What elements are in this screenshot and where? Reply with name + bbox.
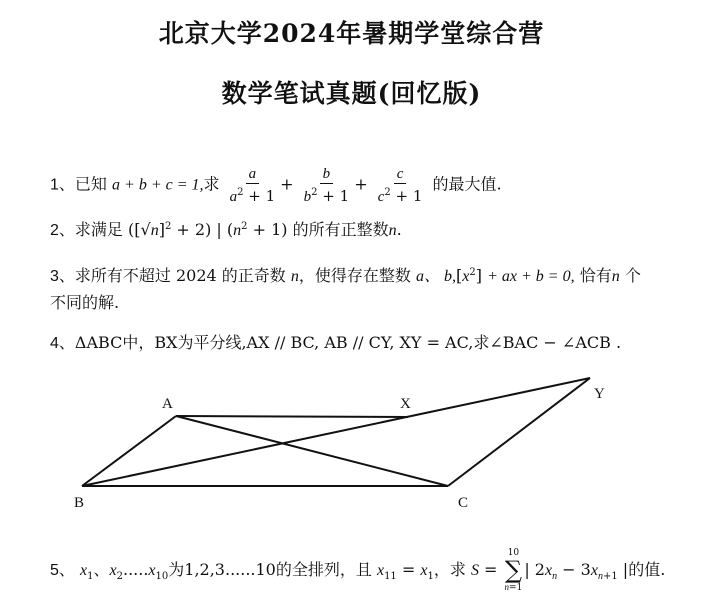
page-title: 北京大学2024年暑期学堂综合营 xyxy=(158,19,545,48)
problem-3: 3、求所有不超过 2024 的正奇数 n，使得存在整数 a、 $b,[x^2]$ + ax + b = 0, 恰有n 个 xyxy=(50,266,641,285)
condition: a + b + c = 1, xyxy=(112,176,204,194)
segment-ac xyxy=(176,416,448,486)
segment-ax xyxy=(176,416,408,417)
fraction-c: $\frac{c}{c^2 + 1}$ xyxy=(377,166,423,205)
fraction-b: $\frac{b}{b^2 + 1}$ xyxy=(303,166,350,205)
label-b: B xyxy=(74,495,85,511)
problem-4: 4、ΔABC中，BX为平分线,AX // BC, AB // CY, XY = AC,求∠BAC − ∠ACB . xyxy=(50,333,622,352)
fraction-a: $\frac{a}{a^2 + 1}$ xyxy=(229,166,276,205)
page-subtitle: 数学笔试真题(回忆版) xyxy=(221,79,482,108)
segment-cy xyxy=(448,378,590,486)
sequence: $x_1$、$x_2.....x_{10}$ xyxy=(80,560,169,582)
problem-2: 2、求满足 $([√n]^2 + 2)$ | $(n^2 + 1)$ 的所有正整数n. xyxy=(50,220,402,239)
problem-1: 1、已知 a + b + c = 1,求 $\frac{a}{a^2 + 1}$ + $\frac{b}{b^2 + 1}$ + $\frac{c}{c^2 + 1}$ 的最大值. xyxy=(50,166,502,205)
segment-bxy xyxy=(82,378,590,486)
problem-5: 5、 $x_1$、$x_2.....x_{10}$为1,2,3......10的全排列，且 $x_{11} = x_1$，求 S = 10 ∑ n=1 | $2x_n - 3x_{n+1}$ |的值. xyxy=(50,548,666,593)
condition-x11: $x_{11} = x_1$ xyxy=(376,560,434,582)
problem-3-line2: 不同的解. xyxy=(50,293,120,312)
formula-2: $([√n]^2 + 2)$ | $(n^2 + 1)$ xyxy=(128,220,288,239)
label-c: C xyxy=(458,495,469,511)
label-y: Y xyxy=(594,386,605,402)
label-x: X xyxy=(400,396,411,412)
floor-term: $[x^2]$ xyxy=(456,266,483,285)
sum-expression: S = 10 ∑ n=1 | $2x_n - 3x_{n+1}$ | xyxy=(470,548,629,593)
geometry-figure xyxy=(70,372,630,522)
label-a: A xyxy=(162,396,173,412)
